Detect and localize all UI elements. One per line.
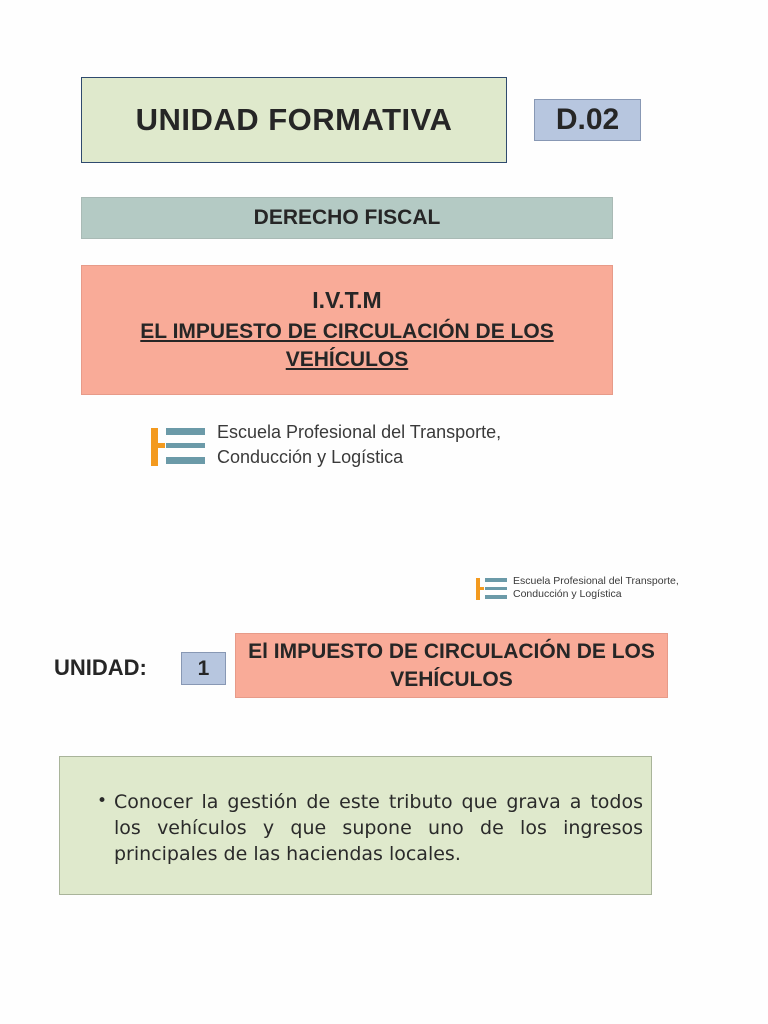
school-logo-line1: Escuela Profesional del Transporte, <box>217 422 502 442</box>
page-title: UNIDAD FORMATIVA <box>135 102 453 137</box>
unit-formativa-title-box <box>81 77 507 163</box>
school-logo-line2: Conducción y Logística <box>217 447 404 467</box>
unit-number: 1 <box>197 656 210 680</box>
topic-acronym: I.V.T.M <box>312 286 382 313</box>
unit-code: D.02 <box>555 103 620 136</box>
objectives-list <box>94 789 643 867</box>
unit-code-badge <box>534 99 641 141</box>
school-logo-line2: Conducción y Logística <box>513 588 622 600</box>
unit-label: UNIDAD: <box>54 655 147 680</box>
school-logo-line1: Escuela Profesional del Transporte, <box>513 575 679 587</box>
unit-number-badge <box>181 652 226 685</box>
topic-banner <box>81 265 613 395</box>
school-logo-large <box>151 420 501 470</box>
topic-name: EL IMPUESTO DE CIRCULACIÓN DE LOS VEHÍCULOS <box>140 319 554 371</box>
school-logo-small <box>476 575 679 601</box>
subject-banner <box>81 197 613 239</box>
school-logo-text <box>513 575 679 601</box>
school-logo-mark-icon <box>151 424 207 466</box>
unit-title-banner <box>235 633 668 698</box>
school-logo-text <box>217 420 501 470</box>
school-logo-mark-icon <box>476 576 508 600</box>
objectives-box <box>59 756 652 895</box>
objective-item: • Conocer la gestión de este tributo que grava a todos los vehículos y que supone uno de los ingresos principales de las haciendas locales. <box>94 789 643 867</box>
unit-title: El IMPUESTO DE CIRCULACIÓN DE LOS VEHÍCULOS <box>248 639 655 691</box>
subject-title: DERECHO FISCAL <box>253 206 441 229</box>
